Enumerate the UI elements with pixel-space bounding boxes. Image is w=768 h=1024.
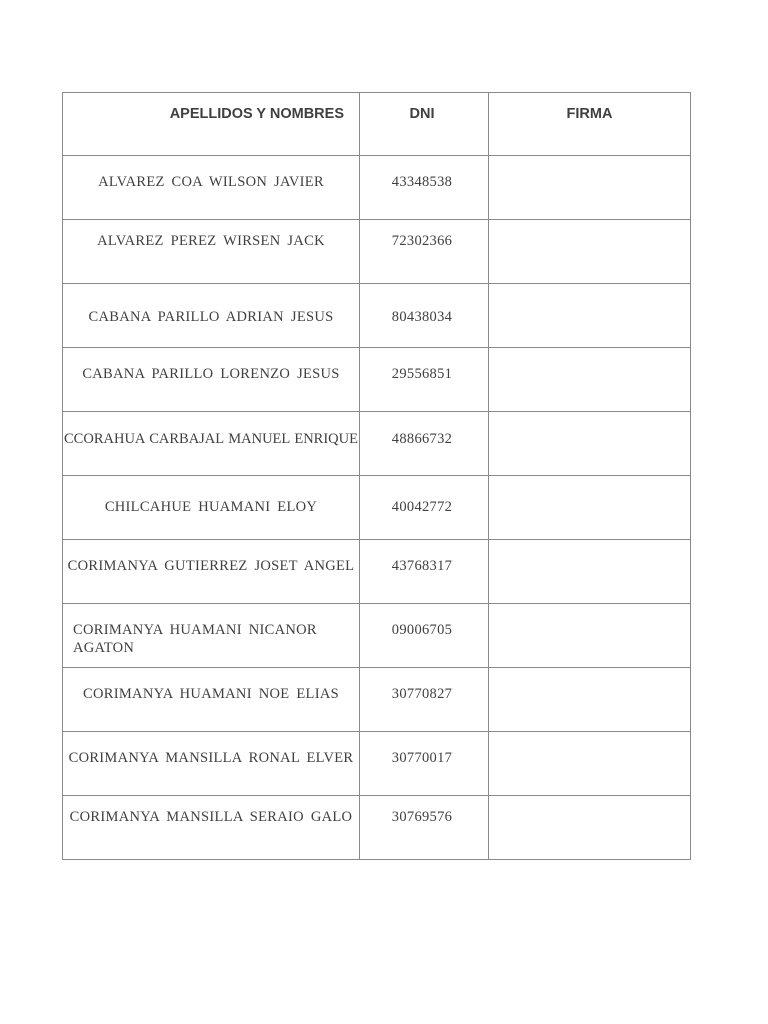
dni-cell: 48866732 [360, 412, 489, 476]
name-cell: ALVAREZ PEREZ WIRSEN JACK [63, 220, 360, 284]
table-row [63, 412, 691, 476]
signature-cell [489, 540, 691, 604]
name-cell: CORIMANYA HUAMANI NOE ELIAS [63, 668, 360, 732]
dni-cell: 09006705 [360, 604, 489, 668]
signature-cell [489, 156, 691, 220]
table-row [63, 156, 691, 220]
name-cell: CCORAHUA CARBAJAL MANUEL ENRIQUE [63, 412, 360, 476]
name-cell: CABANA PARILLO ADRIAN JESUS [63, 284, 360, 348]
table-row [63, 668, 691, 732]
name-cell: ALVAREZ COA WILSON JAVIER [63, 156, 360, 220]
table-row [63, 348, 691, 412]
attendance-sheet [62, 92, 690, 860]
signature-cell [489, 668, 691, 732]
signature-cell [489, 476, 691, 540]
dni-cell: 29556851 [360, 348, 489, 412]
header-dni: DNI [360, 93, 489, 156]
header-signature: FIRMA [489, 93, 691, 156]
attendance-table [62, 92, 691, 860]
table-row [63, 540, 691, 604]
name-cell: CORIMANYA HUAMANI NICANOR AGATON [63, 604, 360, 668]
name-cell: CABANA PARILLO LORENZO JESUS [63, 348, 360, 412]
signature-cell [489, 284, 691, 348]
dni-cell: 72302366 [360, 220, 489, 284]
table-row [63, 284, 691, 348]
signature-cell [489, 604, 691, 668]
dni-cell: 30770017 [360, 732, 489, 796]
table-row [63, 796, 691, 860]
table-row [63, 476, 691, 540]
dni-cell: 43768317 [360, 540, 489, 604]
name-cell: CORIMANYA MANSILLA SERAIO GALO [63, 796, 360, 860]
signature-cell [489, 348, 691, 412]
table-header-row [63, 93, 691, 156]
dni-cell: 30770827 [360, 668, 489, 732]
table-row [63, 732, 691, 796]
table-row [63, 604, 691, 668]
dni-cell: 80438034 [360, 284, 489, 348]
table-row [63, 220, 691, 284]
dni-cell: 30769576 [360, 796, 489, 860]
header-names: APELLIDOS Y NOMBRES [63, 93, 360, 156]
dni-cell: 40042772 [360, 476, 489, 540]
signature-cell [489, 732, 691, 796]
signature-cell [489, 412, 691, 476]
name-cell: CORIMANYA GUTIERREZ JOSET ANGEL [63, 540, 360, 604]
signature-cell [489, 796, 691, 860]
name-cell: CHILCAHUE HUAMANI ELOY [63, 476, 360, 540]
signature-cell [489, 220, 691, 284]
name-cell: CORIMANYA MANSILLA RONAL ELVER [63, 732, 360, 796]
dni-cell: 43348538 [360, 156, 489, 220]
